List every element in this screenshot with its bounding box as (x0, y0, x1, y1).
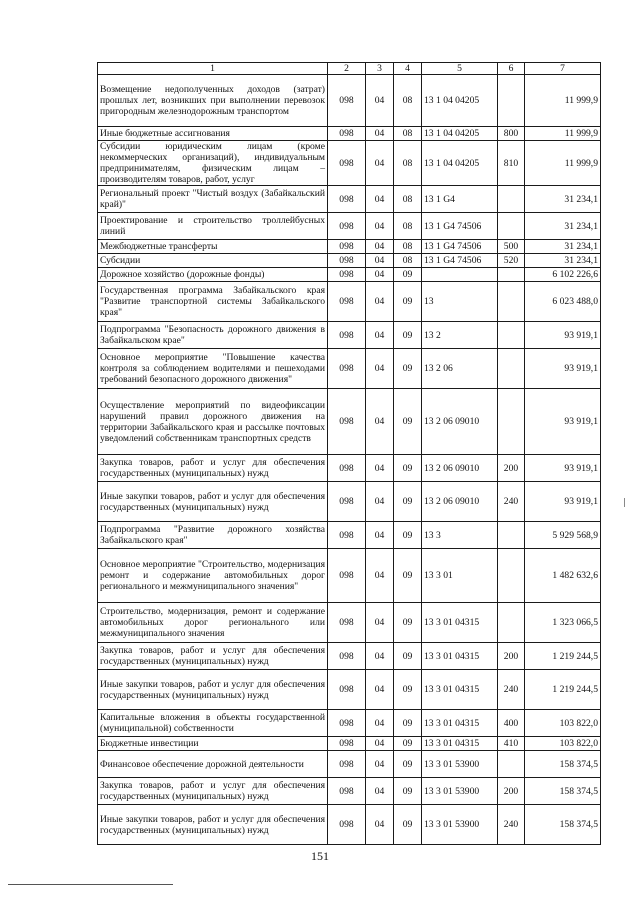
table-row (98, 240, 601, 254)
row-csr-code: 13 1 04 04205 (422, 141, 498, 186)
row-csr-code: 13 3 01 53900 (422, 751, 498, 778)
row-pr-code: 09 (394, 389, 422, 455)
row-gr-code: 098 (328, 254, 366, 268)
row-vr-code: 810 (498, 141, 525, 186)
row-amount: 31 234,1 (525, 186, 601, 213)
row-gr-code: 098 (328, 805, 366, 845)
row-amount: 1 219 244,5 (525, 643, 601, 670)
row-name: Иные закупки товаров, работ и услуг для обеспечения государственных (муниципальных) нужд (98, 805, 328, 845)
table-row (98, 751, 601, 778)
row-pr-code: 09 (394, 282, 422, 322)
row-gr-code: 098 (328, 282, 366, 322)
row-pr-code: 09 (394, 643, 422, 670)
row-vr-code (498, 75, 525, 127)
row-amount: 93 919,1 (525, 482, 601, 522)
row-vr-code: 240 (498, 805, 525, 845)
row-pr-code: 08 (394, 75, 422, 127)
row-gr-code: 098 (328, 670, 366, 710)
row-amount: 158 374,5 (525, 805, 601, 845)
row-rz-code: 04 (366, 643, 394, 670)
row-rz-code: 04 (366, 75, 394, 127)
row-vr-code: 240 (498, 482, 525, 522)
row-vr-code (498, 389, 525, 455)
row-amount: 31 234,1 (525, 254, 601, 268)
row-vr-code (498, 282, 525, 322)
row-vr-code: 520 (498, 254, 525, 268)
row-gr-code: 098 (328, 213, 366, 240)
row-amount: 103 822,0 (525, 737, 601, 751)
table-row (98, 603, 601, 643)
table-row (98, 522, 601, 549)
row-rz-code: 04 (366, 737, 394, 751)
row-rz-code: 04 (366, 240, 394, 254)
row-gr-code: 098 (328, 710, 366, 737)
row-amount: 103 822,0 (525, 710, 601, 737)
row-rz-code: 04 (366, 186, 394, 213)
row-gr-code: 098 (328, 737, 366, 751)
row-vr-code (498, 186, 525, 213)
row-rz-code: 04 (366, 322, 394, 349)
row-csr-code: 13 2 (422, 322, 498, 349)
row-name: Дорожное хозяйство (дорожные фонды) (98, 268, 328, 282)
row-name: Подпрограмма "Развитие дорожного хозяйства Забайкальского края" (98, 522, 328, 549)
row-vr-code (498, 322, 525, 349)
row-csr-code: 13 2 06 (422, 349, 498, 389)
row-csr-code: 13 1 G4 (422, 186, 498, 213)
table-row (98, 186, 601, 213)
row-pr-code: 09 (394, 670, 422, 710)
row-rz-code: 04 (366, 549, 394, 603)
col-header-4: 4 (394, 63, 422, 75)
row-csr-code: 13 3 (422, 522, 498, 549)
page-number: 151 (311, 849, 329, 863)
row-gr-code: 098 (328, 482, 366, 522)
row-pr-code: 08 (394, 186, 422, 213)
row-name: Иные закупки товаров, работ и услуг для обеспечения государственных (муниципальных) нужд (98, 670, 328, 710)
row-pr-code: 09 (394, 778, 422, 805)
row-rz-code: 04 (366, 389, 394, 455)
row-gr-code: 098 (328, 268, 366, 282)
row-vr-code (498, 349, 525, 389)
row-pr-code: 09 (394, 349, 422, 389)
column-number-row (98, 63, 601, 75)
row-rz-code: 04 (366, 213, 394, 240)
table-row (98, 778, 601, 805)
row-csr-code: 13 2 06 09010 (422, 482, 498, 522)
row-pr-code: 09 (394, 737, 422, 751)
row-pr-code: 08 (394, 127, 422, 141)
row-pr-code: 08 (394, 141, 422, 186)
row-gr-code: 098 (328, 455, 366, 482)
row-pr-code: 09 (394, 322, 422, 349)
row-name: Подпрограмма "Безопасность дорожного движения в Забайкальском крае" (98, 322, 328, 349)
row-name: Межбюджетные трансферты (98, 240, 328, 254)
table-row (98, 75, 601, 127)
scan-edge-mark (624, 498, 625, 507)
row-name: Закупка товаров, работ и услуг для обеспечения государственных (муниципальных) нужд (98, 643, 328, 670)
table-row (98, 127, 601, 141)
row-vr-code: 800 (498, 127, 525, 141)
row-gr-code: 098 (328, 322, 366, 349)
row-pr-code: 09 (394, 751, 422, 778)
table-row (98, 643, 601, 670)
row-name: Осуществление мероприятий по видеофиксации нарушений правил дорожного движения на территории Забайкальского края и рассылке почтовых уведомлений собственникам транспортных средств (98, 389, 328, 455)
row-name: Иные бюджетные ассигнования (98, 127, 328, 141)
row-vr-code (498, 522, 525, 549)
row-vr-code (498, 213, 525, 240)
col-header-7: 7 (525, 63, 601, 75)
footer-divider (8, 884, 173, 885)
row-rz-code: 04 (366, 710, 394, 737)
row-csr-code: 13 3 01 04315 (422, 603, 498, 643)
row-gr-code: 098 (328, 141, 366, 186)
row-gr-code: 098 (328, 549, 366, 603)
table-row (98, 482, 601, 522)
table-row (98, 213, 601, 240)
row-csr-code: 13 1 04 04205 (422, 127, 498, 141)
row-amount: 93 919,1 (525, 389, 601, 455)
row-rz-code: 04 (366, 778, 394, 805)
row-gr-code: 098 (328, 389, 366, 455)
row-csr-code: 13 3 01 53900 (422, 778, 498, 805)
row-rz-code: 04 (366, 282, 394, 322)
budget-table (97, 62, 601, 845)
row-amount: 1 482 632,6 (525, 549, 601, 603)
row-name: Закупка товаров, работ и услуг для обеспечения государственных (муниципальных) нужд (98, 778, 328, 805)
row-vr-code (498, 549, 525, 603)
row-pr-code: 09 (394, 482, 422, 522)
row-amount: 93 919,1 (525, 349, 601, 389)
row-csr-code (422, 268, 498, 282)
row-vr-code: 240 (498, 670, 525, 710)
row-pr-code: 08 (394, 213, 422, 240)
row-vr-code (498, 603, 525, 643)
row-gr-code: 098 (328, 186, 366, 213)
row-vr-code: 200 (498, 643, 525, 670)
row-gr-code: 098 (328, 75, 366, 127)
row-name: Проектирование и строительство троллейбусных линий (98, 213, 328, 240)
row-pr-code: 08 (394, 240, 422, 254)
row-vr-code (498, 751, 525, 778)
row-pr-code: 09 (394, 710, 422, 737)
row-rz-code: 04 (366, 522, 394, 549)
row-csr-code: 13 3 01 04315 (422, 643, 498, 670)
row-gr-code: 098 (328, 603, 366, 643)
row-pr-code: 09 (394, 455, 422, 482)
row-amount: 93 919,1 (525, 322, 601, 349)
row-gr-code: 098 (328, 778, 366, 805)
row-pr-code: 09 (394, 549, 422, 603)
row-name: Иные закупки товаров, работ и услуг для обеспечения государственных (муниципальных) нужд (98, 482, 328, 522)
table-row (98, 455, 601, 482)
row-gr-code: 098 (328, 349, 366, 389)
table-row (98, 549, 601, 603)
table-row (98, 737, 601, 751)
row-rz-code: 04 (366, 141, 394, 186)
row-rz-code: 04 (366, 254, 394, 268)
row-csr-code: 13 3 01 04315 (422, 737, 498, 751)
row-csr-code: 13 2 06 09010 (422, 389, 498, 455)
table-row (98, 282, 601, 322)
row-csr-code: 13 3 01 53900 (422, 805, 498, 845)
row-pr-code: 09 (394, 805, 422, 845)
row-rz-code: 04 (366, 349, 394, 389)
row-amount: 158 374,5 (525, 751, 601, 778)
row-name: Бюджетные инвестиции (98, 737, 328, 751)
row-csr-code: 13 3 01 04315 (422, 710, 498, 737)
row-csr-code: 13 1 G4 74506 (422, 254, 498, 268)
row-name: Субсидии юридическим лицам (кроме некоммерческих организаций), индивидуальным предпринимателям, физическим лицам – производителям товаров, работ, услуг (98, 141, 328, 186)
table-row (98, 268, 601, 282)
row-rz-code: 04 (366, 805, 394, 845)
col-header-6: 6 (498, 63, 525, 75)
row-vr-code (498, 268, 525, 282)
row-name: Государственная программа Забайкальского края "Развитие транспортной системы Забайкальского края" (98, 282, 328, 322)
row-amount: 11 999,9 (525, 75, 601, 127)
row-gr-code: 098 (328, 643, 366, 670)
row-rz-code: 04 (366, 127, 394, 141)
row-amount: 5 929 568,9 (525, 522, 601, 549)
row-amount: 11 999,9 (525, 141, 601, 186)
row-gr-code: 098 (328, 240, 366, 254)
row-gr-code: 098 (328, 522, 366, 549)
table-row (98, 254, 601, 268)
row-csr-code: 13 1 04 04205 (422, 75, 498, 127)
row-csr-code: 13 1 G4 74506 (422, 213, 498, 240)
row-amount: 1 323 066,5 (525, 603, 601, 643)
row-rz-code: 04 (366, 268, 394, 282)
row-vr-code: 500 (498, 240, 525, 254)
table-row (98, 322, 601, 349)
row-amount: 6 102 226,6 (525, 268, 601, 282)
row-amount: 158 374,5 (525, 778, 601, 805)
row-name: Капитальные вложения в объекты государственной (муниципальной) собственности (98, 710, 328, 737)
row-rz-code: 04 (366, 751, 394, 778)
row-vr-code: 410 (498, 737, 525, 751)
row-amount: 11 999,9 (525, 127, 601, 141)
row-csr-code: 13 (422, 282, 498, 322)
row-name: Субсидии (98, 254, 328, 268)
col-header-5: 5 (422, 63, 498, 75)
row-pr-code: 09 (394, 603, 422, 643)
row-gr-code: 098 (328, 751, 366, 778)
row-amount: 31 234,1 (525, 213, 601, 240)
row-name: Строительство, модернизация, ремонт и содержание автомобильных дорог регионального или межмуниципального значения (98, 603, 328, 643)
row-rz-code: 04 (366, 603, 394, 643)
row-pr-code: 08 (394, 254, 422, 268)
row-amount: 31 234,1 (525, 240, 601, 254)
row-csr-code: 13 3 01 04315 (422, 670, 498, 710)
row-name: Закупка товаров, работ и услуг для обеспечения государственных (муниципальных) нужд (98, 455, 328, 482)
row-csr-code: 13 2 06 09010 (422, 455, 498, 482)
row-rz-code: 04 (366, 455, 394, 482)
row-vr-code: 400 (498, 710, 525, 737)
row-csr-code: 13 3 01 (422, 549, 498, 603)
row-amount: 1 219 244,5 (525, 670, 601, 710)
row-csr-code: 13 1 G4 74506 (422, 240, 498, 254)
table-row (98, 349, 601, 389)
row-name: Региональный проект "Чистый воздух (Забайкальский край)" (98, 186, 328, 213)
col-header-2: 2 (328, 63, 366, 75)
row-rz-code: 04 (366, 482, 394, 522)
col-header-3: 3 (366, 63, 394, 75)
row-amount: 93 919,1 (525, 455, 601, 482)
table-row (98, 710, 601, 737)
row-vr-code: 200 (498, 455, 525, 482)
table-row (98, 805, 601, 845)
row-name: Основное мероприятие "Строительство, модернизация ремонт и содержание автомобильных дорог регионального и межмуниципального значения" (98, 549, 328, 603)
row-pr-code: 09 (394, 522, 422, 549)
col-header-1: 1 (98, 63, 328, 75)
row-name: Основное мероприятие "Повышение качества контроля за соблюдением водителями и пешеходами требований безопасного дорожного движения" (98, 349, 328, 389)
row-pr-code: 09 (394, 268, 422, 282)
row-rz-code: 04 (366, 670, 394, 710)
row-name: Финансовое обеспечение дорожной деятельности (98, 751, 328, 778)
table-row (98, 389, 601, 455)
table-row (98, 141, 601, 186)
table-row (98, 670, 601, 710)
row-name: Возмещение недополученных доходов (затрат) прошлых лет, возникших при выполнении перевозок пригородным железнодорожным транспортом (98, 75, 328, 127)
row-amount: 6 023 488,0 (525, 282, 601, 322)
row-gr-code: 098 (328, 127, 366, 141)
row-vr-code: 200 (498, 778, 525, 805)
